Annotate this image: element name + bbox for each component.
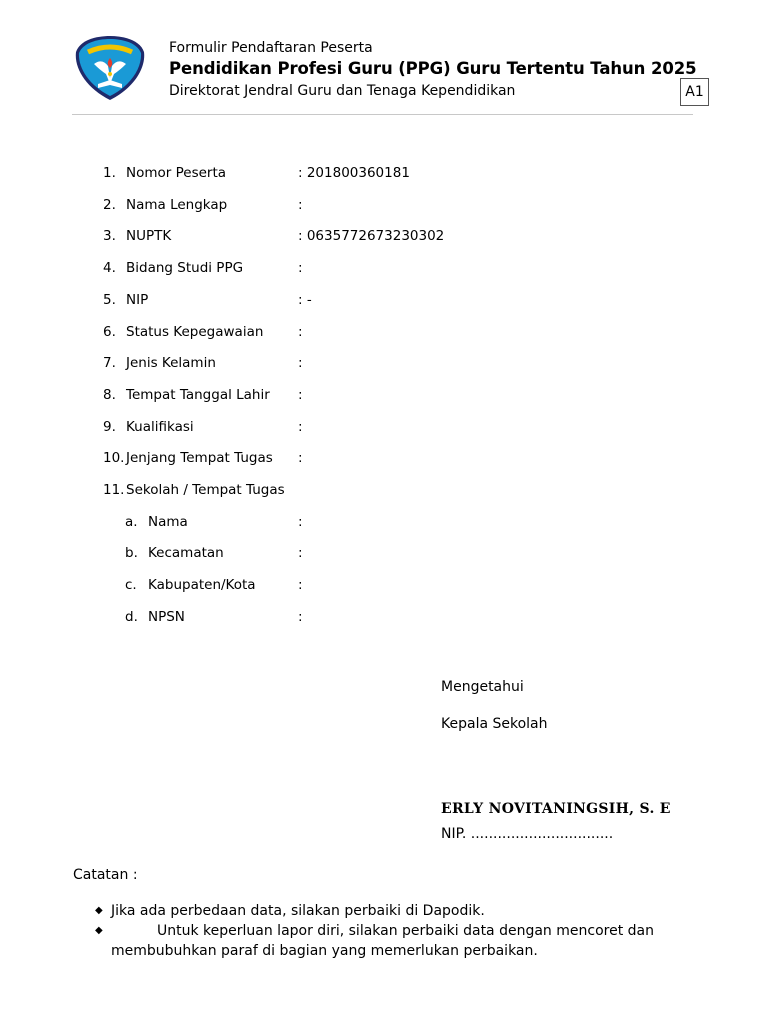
field-label: Sekolah / Tempat Tugas xyxy=(126,482,285,498)
field-label: Jenjang Tempat Tugas xyxy=(126,450,273,467)
field-value: : xyxy=(298,323,303,340)
field-number: 8. xyxy=(103,386,116,403)
field-label: Nama Lengkap xyxy=(126,196,228,213)
diamond-bullet-icon: ◆ xyxy=(95,925,103,936)
form-field-row xyxy=(0,355,700,375)
field-number: d. xyxy=(125,608,138,625)
notes-title: Catatan : xyxy=(73,867,138,883)
note-item xyxy=(95,901,655,921)
form-title: Pendidikan Profesi Guru (PPG) Guru Tertentu Tahun 2025 xyxy=(169,59,697,78)
field-value: : - xyxy=(298,291,312,308)
field-value: : xyxy=(298,577,303,594)
form-field-row xyxy=(0,577,700,597)
field-label: NUPTK xyxy=(126,228,172,245)
note-text: Untuk keperluan lapor diri, silakan perbaiki data dengan mencoret dan membubuhkan paraf di bagian yang memerlukan perbaikan. xyxy=(111,923,654,959)
field-value: : xyxy=(298,196,303,213)
principal-name: ERLY NOVITANINGSIH, S. E xyxy=(441,801,671,817)
form-field-row xyxy=(0,450,700,470)
form-field-row xyxy=(0,545,700,565)
form-field-row xyxy=(0,419,700,439)
field-number: b. xyxy=(125,545,138,562)
field-label: Bidang Studi PPG xyxy=(126,260,244,277)
field-number: 5. xyxy=(103,291,116,308)
field-label: Tempat Tanggal Lahir xyxy=(126,386,270,403)
field-number: 10. xyxy=(103,450,125,467)
form-field-row xyxy=(0,197,700,217)
field-label: Jenis Kelamin xyxy=(126,355,216,372)
form-field-row xyxy=(0,324,700,344)
field-number: 6. xyxy=(103,323,116,340)
header-divider xyxy=(72,114,693,115)
form-field-row xyxy=(0,165,700,185)
form-field-row xyxy=(0,228,700,248)
acknowledge-label: Mengetahui xyxy=(441,679,524,695)
field-value: : xyxy=(298,608,303,625)
field-value: : xyxy=(298,260,303,277)
field-number: 2. xyxy=(103,196,116,213)
field-value: : xyxy=(298,355,303,372)
form-subtitle: Formulir Pendaftaran Peserta xyxy=(169,40,373,56)
field-label: Kecamatan xyxy=(148,545,224,562)
diamond-bullet-icon: ◆ xyxy=(95,905,103,916)
field-value: : xyxy=(298,513,303,530)
form-field-row xyxy=(0,609,700,629)
field-label: NIP xyxy=(126,291,149,308)
field-label: NPSN xyxy=(148,608,185,625)
field-value: : 0635772673230302 xyxy=(298,228,445,245)
tut-wuri-handayani-logo xyxy=(74,34,146,102)
field-value: : xyxy=(298,418,303,435)
field-label: Nama xyxy=(148,513,188,530)
field-number: 1. xyxy=(103,165,116,181)
note-item xyxy=(95,921,655,961)
form-code-box: A1 xyxy=(680,78,709,106)
field-label: Kualifikasi xyxy=(126,418,194,435)
form-field-row xyxy=(0,260,700,280)
note-text: Jika ada perbedaan data, silakan perbaiki di Dapodik. xyxy=(111,903,485,919)
organization-name: Direktorat Jendral Guru dan Tenaga Kependidikan xyxy=(169,83,516,99)
field-number: 4. xyxy=(103,260,116,277)
field-number: 7. xyxy=(103,355,116,372)
field-label: Status Kepegawaian xyxy=(126,323,264,340)
field-number: 3. xyxy=(103,228,116,245)
principal-position: Kepala Sekolah xyxy=(441,716,548,732)
form-field-row xyxy=(0,514,700,534)
field-label: Nomor Peserta xyxy=(126,165,227,181)
field-number: 11. xyxy=(103,482,125,498)
field-value: : xyxy=(298,386,303,403)
field-value: : 201800360181 xyxy=(298,165,410,181)
form-field-row xyxy=(0,292,700,312)
principal-nip: NIP. ................................ xyxy=(441,826,614,842)
field-number: a. xyxy=(125,513,138,530)
form-field-row xyxy=(0,482,700,502)
form-field-row xyxy=(0,387,700,407)
field-number: 9. xyxy=(103,418,116,435)
field-value: : xyxy=(298,450,303,467)
field-label: Kabupaten/Kota xyxy=(148,577,256,594)
field-number: c. xyxy=(125,577,137,594)
field-value: : xyxy=(298,545,303,562)
